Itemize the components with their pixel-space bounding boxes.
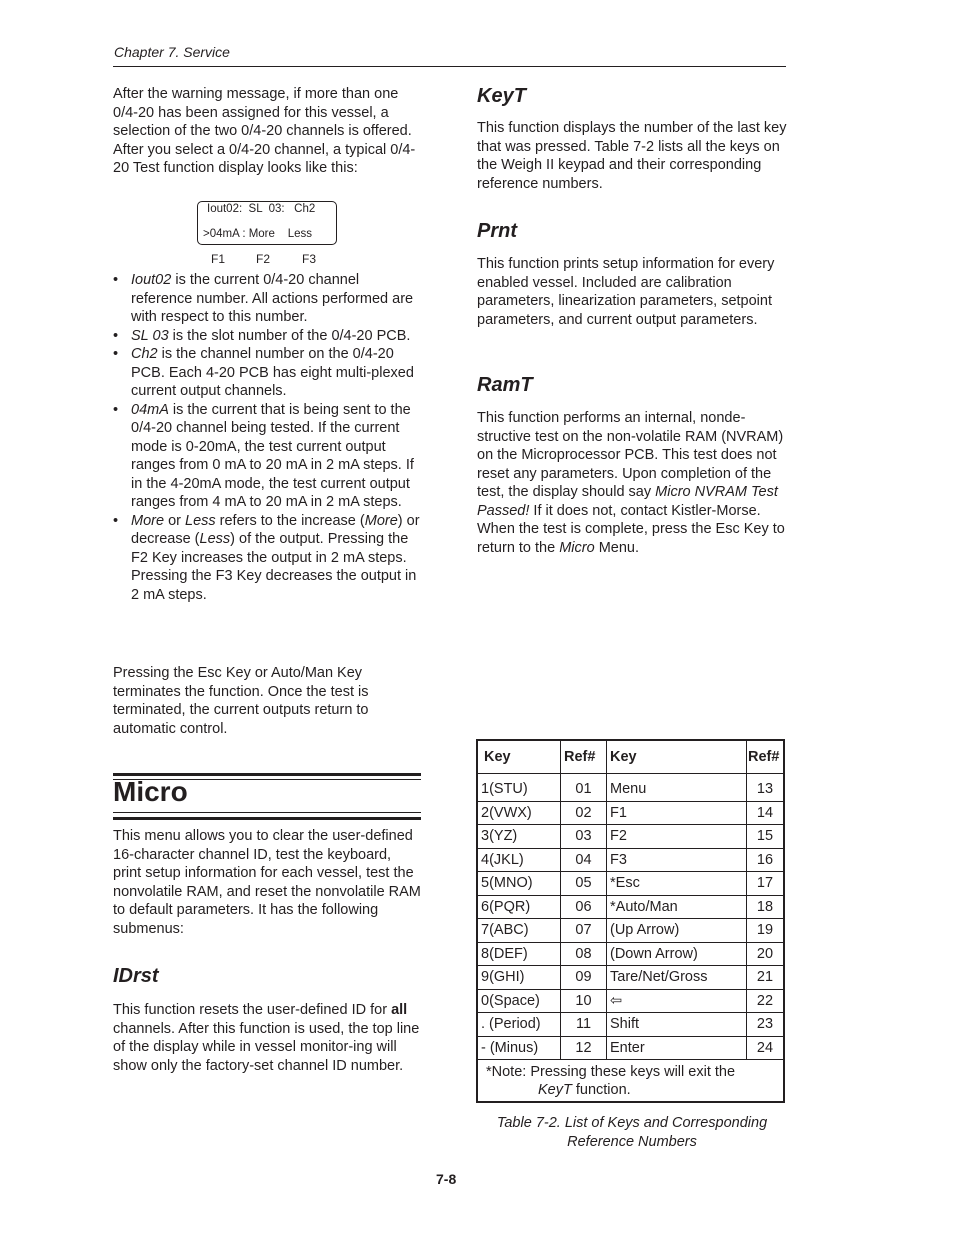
table-cell: 06 — [561, 895, 607, 919]
table-cell: 1(STU) — [478, 774, 561, 802]
table-cell: 22 — [747, 989, 784, 1013]
table-cell: 9(GHI) — [478, 966, 561, 990]
bullet-text: is the current 0/4-20 channel reference number. All actions performed are with respect to this number. — [131, 272, 414, 325]
idrst-text-2: channels. After this function is used, the top line of the display while in vessel monitor-ing will show only the factory-set channel ID number. — [113, 1020, 420, 1074]
table-caption — [477, 1114, 787, 1151]
page-number: 7-8 — [436, 1171, 457, 1187]
table-cell: 21 — [747, 966, 784, 990]
idrst-bold: all — [391, 1002, 408, 1018]
lcd-line-2: >04mA : More Less — [203, 228, 312, 240]
table-cell: 18 — [747, 895, 784, 919]
bullet-text: or — [164, 512, 185, 529]
bullet-term: More — [131, 512, 165, 529]
table-row — [478, 895, 784, 919]
table-note-row — [478, 1060, 784, 1102]
bullet-term: More — [364, 512, 398, 529]
bullet-item: • 04mA is the current that is being sent to the 0/4-20 channel being tested. If the current mode is 0-20mA, the test current output ranges from 0 mA to 20 mA in 2 mA steps. If in the 4-20mA mode, the test current output ranges from 4 mA to 20 mA in 2 mA steps. — [113, 401, 414, 510]
column-header: Ref# — [747, 741, 784, 774]
bullet-item: • Iout02 is the current 0/4-20 channel reference number. All actions performed are with respect to this number. — [113, 272, 414, 325]
function-key-f2: F2 — [256, 252, 271, 266]
table-cell: 23 — [747, 1013, 784, 1037]
table-row — [478, 989, 784, 1013]
function-key-f3: F3 — [302, 252, 317, 266]
lcd-display — [197, 201, 337, 245]
table-cell: 04 — [561, 848, 607, 872]
table-cell: - (Minus) — [478, 1036, 561, 1060]
bullet-term: 04mA — [131, 401, 169, 418]
table-cell: . (Period) — [478, 1013, 561, 1037]
table-cell: 08 — [561, 942, 607, 966]
table-cell: Enter — [607, 1036, 747, 1060]
bullet-term: Less — [185, 512, 216, 529]
caption-line-1: Table 7-2. List of Keys and Corresponding — [496, 1115, 768, 1131]
subsection-title-prnt: Prnt — [477, 220, 517, 242]
bullet-text: refers to the increase ( — [215, 512, 365, 529]
caption-line-2: Reference Numbers — [567, 1133, 697, 1150]
ramt-text-2: If it does not, contact Kistler-Morse. When the test is complete, press the Esc Key to return to the — [477, 502, 785, 556]
table-row — [478, 966, 784, 990]
function-key-f1: F1 — [211, 252, 226, 266]
bullet-term: Ch2 — [131, 346, 158, 362]
bullet-item: • More or Less refers to the increase (More) or decrease (Less) of the output. Pressing the F2 Key increases the output in 2 mA steps. Pressing the F3 Key decreases the output in 2 mA steps. — [113, 512, 420, 603]
keys-table-frame — [476, 739, 785, 1103]
table-row — [478, 872, 784, 896]
section-rule-bottom — [113, 817, 421, 820]
table-cell: *Esc — [607, 872, 747, 896]
table-cell: 19 — [747, 919, 784, 943]
table-cell: Shift — [607, 1013, 747, 1037]
table-cell: 13 — [747, 774, 784, 802]
note-line-1: *Note: Pressing these keys will exit the — [486, 1064, 736, 1080]
table-cell: 8(DEF) — [478, 942, 561, 966]
subsection-title-keyt: KeyT — [477, 85, 526, 107]
table-cell: 4(JKL) — [478, 848, 561, 872]
table-cell: 11 — [561, 1013, 607, 1037]
table-cell: 17 — [747, 872, 784, 896]
table-row — [478, 919, 784, 943]
table-row — [478, 848, 784, 872]
intro-paragraph: After the warning message, if more than one 0/4-20 has been assigned for this vessel, a selection of the two 0/4-20 channels is offered. After you select a 0/4-20 channel, a typical 0/4-20 Test function display looks like this: — [113, 86, 416, 176]
table-cell: 14 — [747, 801, 784, 825]
bullet-text: is the current that is being sent to the 0/4-20 channel being tested. If the current mode is 0-20mA, the test current output ranges from 0 mA to 20 mA in 2 mA steps. If in the 4-20mA mode, the test current output ranges from 4 mA to 20 mA in 2 mA steps. — [131, 401, 414, 510]
table-cell: 16 — [747, 848, 784, 872]
bullet-text: is the slot number of the 0/4-20 PCB. — [168, 327, 411, 344]
table-cell: 12 — [561, 1036, 607, 1060]
bullet-item: • Ch2 is the channel number on the 0/4-20 PCB. Each 4-20 PCB has eight multi-plexed current output channels. — [113, 346, 414, 399]
table-cell: 24 — [747, 1036, 784, 1060]
section-rule-bottom-thin — [113, 812, 421, 813]
table-cell: 03 — [561, 825, 607, 849]
table-cell: 09 — [561, 966, 607, 990]
note-emphasis: KeyT — [538, 1082, 572, 1098]
ramt-paragraph — [477, 409, 789, 557]
table-cell: Tare/Net/Gross — [607, 966, 747, 990]
bullet-term: Less — [199, 531, 231, 547]
subsection-title-ramt: RamT — [477, 374, 533, 396]
subsection-title-idrst: IDrst — [113, 965, 159, 987]
table-cell: 5(MNO) — [478, 872, 561, 896]
chapter-header: Chapter 7. Service — [114, 44, 230, 60]
table-row — [478, 1036, 784, 1060]
ramt-emphasis-1: Micro NVRAM Test Passed! — [477, 484, 778, 519]
table-cell: 0(Space) — [478, 989, 561, 1013]
idrst-text-1: This function resets the user-defined ID for — [113, 1002, 392, 1018]
table-row — [478, 801, 784, 825]
table-cell: 10 — [561, 989, 607, 1013]
section-title-micro: Micro — [113, 776, 188, 807]
table-cell: (Up Arrow) — [607, 919, 747, 943]
note-line-2 — [486, 1081, 777, 1099]
table-cell: 07 — [561, 919, 607, 943]
bullet-term: Iout02 — [131, 272, 172, 288]
table-note — [478, 1060, 784, 1102]
column-header: Ref# — [561, 741, 607, 774]
table-row — [478, 825, 784, 849]
table-cell: Menu — [607, 774, 747, 802]
table-cell: 02 — [561, 801, 607, 825]
keyt-paragraph: This function displays the number of the last key that was pressed. Table 7-2 lists all the keys on the Weigh II keypad and their corresponding reference numbers. — [477, 120, 787, 192]
table-cell: *Auto/Man — [607, 895, 747, 919]
table-cell: 15 — [747, 825, 784, 849]
prnt-paragraph: This function prints setup information for every enabled vessel. Included are calibration parameters, linearization parameters, setpoint parameters, and current output parameters. — [477, 256, 775, 328]
header-rule — [113, 66, 786, 67]
table-header-row — [478, 741, 784, 774]
column-header: Key — [607, 741, 747, 774]
ramt-text-1: This function performs an internal, nonde-structive test on the non-volatile RAM (NVRAM) on the Microprocessor PCB. This test does not reset any parameters. Upon completion of the test, the display should say — [477, 410, 784, 500]
table-row — [478, 774, 784, 802]
lcd-bullet-list — [113, 271, 423, 604]
table-row — [478, 942, 784, 966]
table-cell: F1 — [607, 801, 747, 825]
table-cell: 3(YZ) — [478, 825, 561, 849]
table-cell: F2 — [607, 825, 747, 849]
table-cell: (Down Arrow) — [607, 942, 747, 966]
keys-table — [477, 740, 784, 1102]
table-cell: 20 — [747, 942, 784, 966]
table-cell: ⇦ — [607, 989, 747, 1013]
esc-paragraph: Pressing the Esc Key or Auto/Man Key terminates the function. Once the test is terminated, the current outputs return to automatic control. — [113, 665, 369, 737]
bullet-text: ) of the output. Pressing the F2 Key increases the output in 2 mA steps. Pressing the F3 Key decreases the output in 2 mA steps. — [131, 531, 417, 603]
table-cell: 7(ABC) — [478, 919, 561, 943]
table-cell: 6(PQR) — [478, 895, 561, 919]
bullet-item: • SL 03 is the slot number of the 0/4-20 PCB. — [113, 327, 411, 344]
bullet-term: SL 03 — [131, 327, 169, 344]
micro-paragraph: This menu allows you to clear the user-defined 16-character channel ID, test the keyboard, print setup information for each vessel, test the nonvolatile RAM, and reset the nonvolatile RAM to default parameters. It has the following submenus: — [113, 828, 421, 937]
lcd-line-1: Iout02: SL 03: Ch2 — [207, 203, 316, 215]
column-header: Key — [478, 741, 561, 774]
ramt-emphasis-2: Micro — [559, 539, 595, 556]
table-row — [478, 1013, 784, 1037]
bullet-text: ) or decrease ( — [131, 512, 420, 547]
table-cell: 2(VWX) — [478, 801, 561, 825]
table-cell: 01 — [561, 774, 607, 802]
note-text: function. — [571, 1082, 631, 1098]
idrst-paragraph — [113, 1001, 423, 1075]
ramt-text-3: Menu. — [594, 539, 640, 556]
table-cell: F3 — [607, 848, 747, 872]
table-cell: 05 — [561, 872, 607, 896]
bullet-text: is the channel number on the 0/4-20 PCB. Each 4-20 PCB has eight multi-plexed current output channels. — [131, 346, 414, 399]
